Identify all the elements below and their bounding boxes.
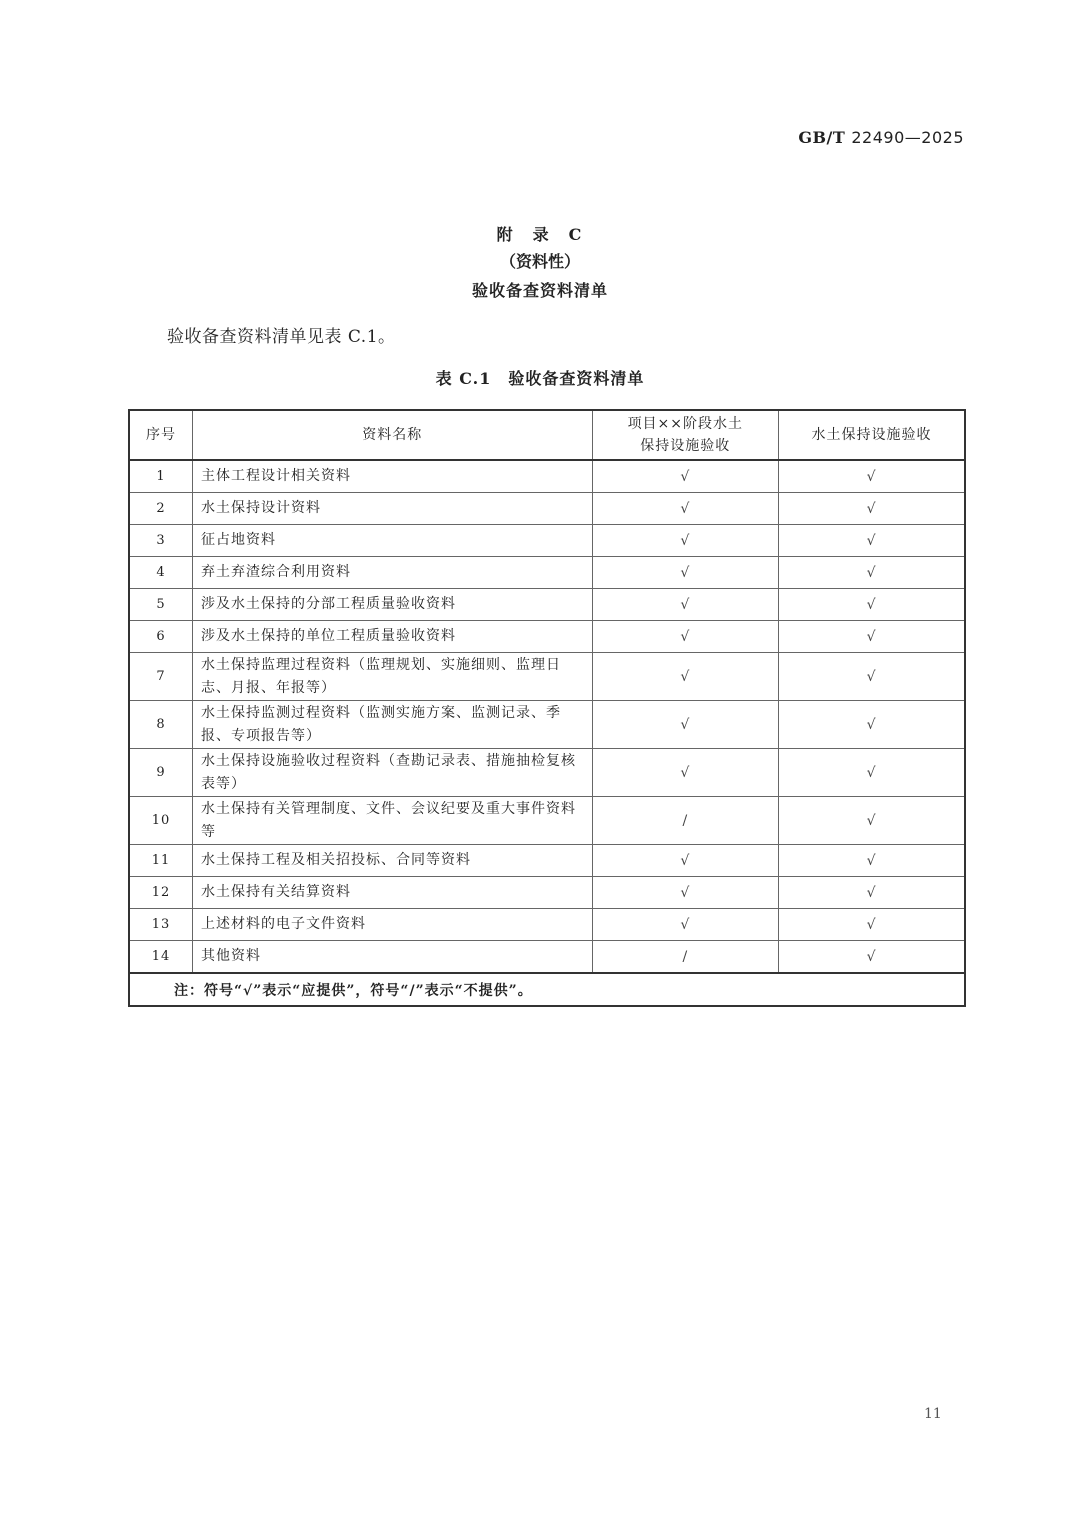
row-stage-mark: √ — [592, 877, 779, 909]
row-stage-mark: √ — [592, 909, 779, 941]
row-name: 弃土弃渣综合利用资料 — [193, 557, 593, 589]
appendix-label: 附 录 C — [496, 225, 584, 244]
row-name: 水土保持有关结算资料 — [193, 877, 593, 909]
table-row — [129, 557, 965, 589]
table-row — [129, 941, 965, 974]
row-final-mark: √ — [779, 525, 965, 557]
row-no: 10 — [129, 797, 193, 845]
row-name: 主体工程设计相关资料 — [193, 460, 593, 493]
row-stage-mark: √ — [592, 749, 779, 797]
row-name: 涉及水土保持的分部工程质量验收资料 — [193, 589, 593, 621]
row-stage-mark: √ — [592, 460, 779, 493]
row-final-mark: √ — [779, 941, 965, 974]
appendix-heading — [0, 222, 1080, 306]
row-no: 14 — [129, 941, 193, 974]
row-no: 3 — [129, 525, 193, 557]
table-caption: 表 C.1 验收备查资料清单 — [435, 369, 645, 388]
row-name: 涉及水土保持的单位工程质量验收资料 — [193, 621, 593, 653]
table-note-row — [129, 973, 965, 1006]
table-row — [129, 749, 965, 797]
standard-number: 22490—2025 — [851, 128, 964, 147]
row-no: 8 — [129, 701, 193, 749]
row-final-mark: √ — [779, 797, 965, 845]
row-stage-mark: √ — [592, 653, 779, 701]
row-name: 水土保持设施验收过程资料（查勘记录表、措施抽检复核表等） — [193, 749, 593, 797]
row-no: 5 — [129, 589, 193, 621]
row-stage-mark: √ — [592, 493, 779, 525]
header-stage-line2: 保持设施验收 — [640, 438, 731, 454]
row-final-mark: √ — [779, 749, 965, 797]
page-number: 11 — [924, 1406, 942, 1422]
table-row — [129, 493, 965, 525]
header-stage-line1: 项目××阶段水土 — [627, 416, 744, 432]
row-final-mark: √ — [779, 557, 965, 589]
row-no: 12 — [129, 877, 193, 909]
standard-code — [798, 128, 964, 147]
row-no: 1 — [129, 460, 193, 493]
row-stage-mark: / — [592, 797, 779, 845]
intro-text: 验收备查资料清单见表 C.1。 — [167, 327, 396, 347]
row-name: 其他资料 — [193, 941, 593, 974]
row-no: 13 — [129, 909, 193, 941]
table-header-row — [129, 410, 965, 460]
row-stage-mark: / — [592, 941, 779, 974]
materials-table — [128, 409, 966, 1007]
table-row — [129, 797, 965, 845]
row-name: 上述材料的电子文件资料 — [193, 909, 593, 941]
row-no: 4 — [129, 557, 193, 589]
row-stage-mark: √ — [592, 589, 779, 621]
row-stage-mark: √ — [592, 701, 779, 749]
row-name: 水土保持监理过程资料（监理规划、实施细则、监理日志、月报、年报等） — [193, 653, 593, 701]
row-no: 6 — [129, 621, 193, 653]
table-note: 注：符号“√”表示“应提供”，符号“/”表示“不提供”。 — [129, 973, 965, 1006]
row-no: 2 — [129, 493, 193, 525]
header-no: 序号 — [129, 410, 193, 460]
row-no: 9 — [129, 749, 193, 797]
table-row — [129, 909, 965, 941]
row-final-mark: √ — [779, 589, 965, 621]
row-final-mark: √ — [779, 653, 965, 701]
row-final-mark: √ — [779, 701, 965, 749]
table-row — [129, 589, 965, 621]
header-stage — [592, 410, 779, 460]
row-final-mark: √ — [779, 845, 965, 877]
row-stage-mark: √ — [592, 845, 779, 877]
row-stage-mark: √ — [592, 557, 779, 589]
table-row — [129, 460, 965, 493]
header-final: 水土保持设施验收 — [779, 410, 965, 460]
standard-prefix: GB/T — [798, 128, 846, 147]
row-final-mark: √ — [779, 493, 965, 525]
header-name: 资料名称 — [193, 410, 593, 460]
table-row — [129, 653, 965, 701]
row-no: 7 — [129, 653, 193, 701]
appendix-title: 验收备查资料清单 — [471, 281, 608, 300]
row-final-mark: √ — [779, 909, 965, 941]
row-stage-mark: √ — [592, 525, 779, 557]
row-name: 水土保持有关管理制度、文件、会议纪要及重大事件资料等 — [193, 797, 593, 845]
row-stage-mark: √ — [592, 621, 779, 653]
row-final-mark: √ — [779, 460, 965, 493]
table-row — [129, 525, 965, 557]
row-name: 水土保持工程及相关招投标、合同等资料 — [193, 845, 593, 877]
row-name: 水土保持设计资料 — [193, 493, 593, 525]
row-final-mark: √ — [779, 877, 965, 909]
table-row — [129, 845, 965, 877]
table-row — [129, 877, 965, 909]
row-name: 水土保持监测过程资料（监测实施方案、监测记录、季报、专项报告等） — [193, 701, 593, 749]
row-name: 征占地资料 — [193, 525, 593, 557]
row-no: 11 — [129, 845, 193, 877]
table-row — [129, 621, 965, 653]
row-final-mark: √ — [779, 621, 965, 653]
appendix-nature: （资料性） — [499, 252, 580, 271]
table-row — [129, 701, 965, 749]
